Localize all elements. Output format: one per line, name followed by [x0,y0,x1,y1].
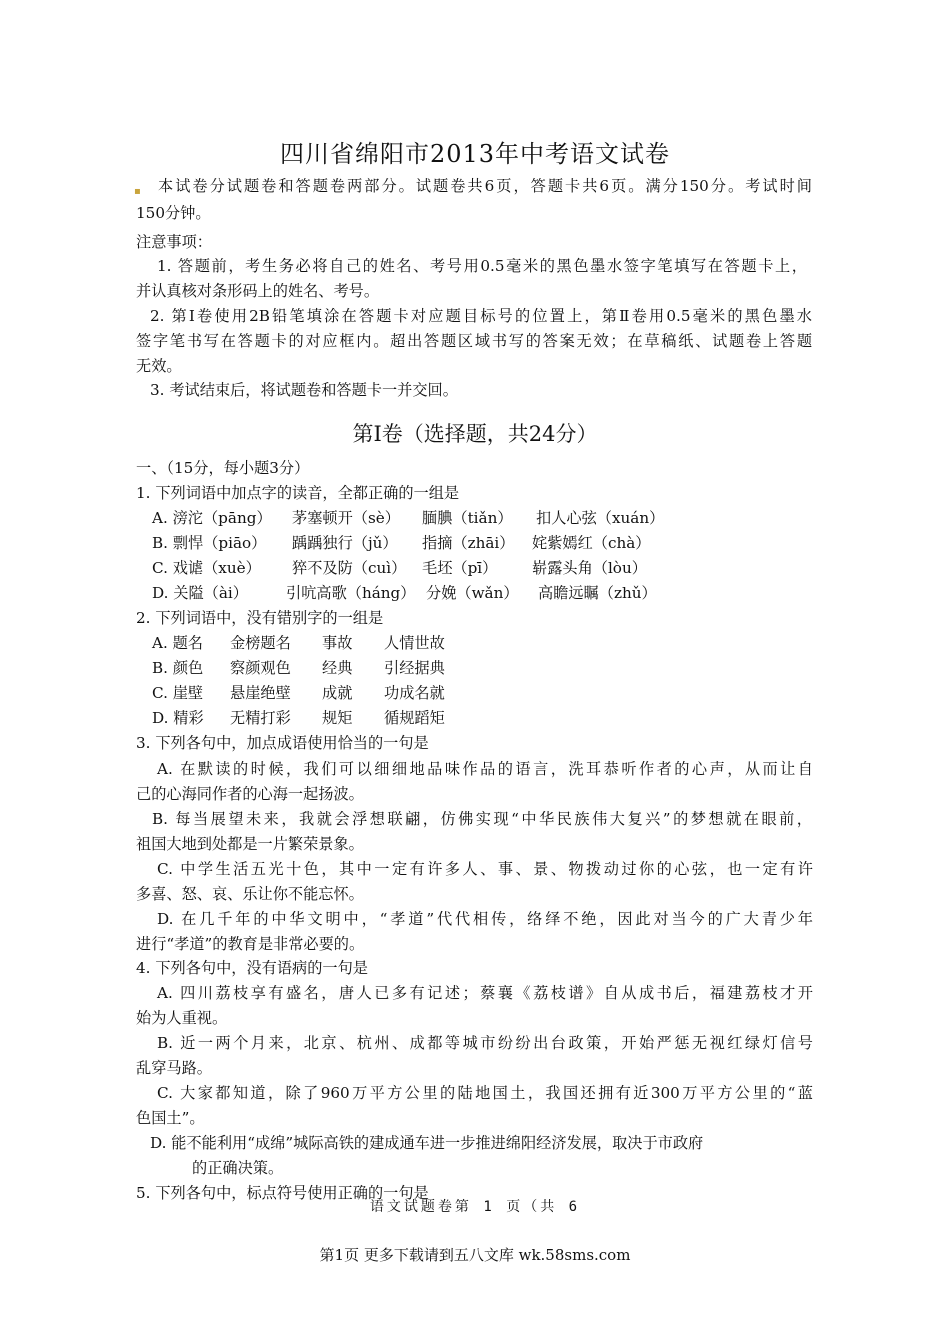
q1-c-4: 崭露头角（lòu） [532,559,647,577]
q3-line-3: B. 每当展望未来，我就会浮想联翩，仿佛实现“中华民族伟大复兴”的梦想就在眼前， [152,810,812,828]
q1-b-4: 姹紫嫣红（chà） [532,534,651,552]
q2-a-4: 人情世故 [384,634,445,652]
q1-option-a [152,508,664,528]
q2-b-4: 引经据典 [384,659,445,677]
q2-d-1: D. 精彩 [152,709,204,727]
page-footer: 第1页 更多下载请到五八文库 wk.58sms.com [319,1246,631,1264]
q2-a-3: 事故 [322,634,353,652]
q4-line-3: B. 近一两个月来，北京、杭州、成都等城市纷纷出台政策，开始严惩无视红绿灯信号 [157,1034,813,1052]
q1-c-3: 毛坯（pī） [422,559,498,577]
q3-line-2: 己的心海同作者的心海一起扬波。 [136,785,364,803]
q3-line-8: 进行“孝道”的教育是非常必要的。 [136,935,365,953]
q1-d-3: 分娩（wǎn） [426,584,519,602]
notice-heading: 注意事项： [136,233,212,251]
q1-c-1: C. 戏谑（xuè） [152,559,261,577]
q4-line-6: 色国土”。 [136,1109,205,1127]
q2-a-1: A. 题名 [152,634,203,652]
q4-line-8: 的正确决策。 [192,1159,284,1177]
decorative-dot: ▪ [134,186,141,197]
q2-d-3: 规矩 [322,709,353,727]
q1-b-1: B. 剽悍（piāo） [152,534,267,552]
q1-d-1: D. 关隘（ài） [152,584,248,602]
section-title: 第Ⅰ卷（选择题，共24分） [352,422,598,446]
q2-option-b [152,658,445,678]
q3-line-7: D. 在几千年的中华文明中，“孝道”代代相传，络绎不绝，因此对当今的广大青少年 [157,910,813,928]
q4-line-4: 乱穿马路。 [136,1059,212,1077]
q2-option-a [152,633,445,653]
q4-line-2: 始为人重视。 [136,1009,228,1027]
q2-c-1: C. 崖壁 [152,684,204,702]
q2-c-2: 悬崖绝壁 [230,684,291,702]
q2-c-3: 成就 [322,684,353,702]
q1-option-b [152,533,650,553]
q4-line-7: D. 能不能利用“成绵”城际高铁的建成通车进一步推进绵阳经济发展，取决于市政府 [150,1134,704,1152]
exam-title: 四川省绵阳市2013年中考语文试卷 [279,140,671,168]
q1-stem: 1. 下列词语中加点字的读音，全都正确的一组是 [136,484,460,502]
q4-line-5: C. 大家都知道，除了960万平方公里的陆地国土，我国还拥有近300万平方公里的“蓝 [157,1084,813,1102]
q5-stem: 5. 下列各句中，标点符号使用正确的一句是 [136,1184,429,1202]
notice-line-1: 1. 答题前，考生务必将自己的姓名、考号用0.5毫米的黑色墨水签字笔填写在答题卡上， [157,257,807,275]
q3-line-1: A. 在默读的时候，我们可以细细地品味作品的语言，洗耳恭听作者的心声，从而让自 [157,760,813,778]
q3-stem: 3. 下列各句中，加点成语使用恰当的一句是 [136,734,429,752]
running-footer: 语文试题卷第 1 页（共 6 [369,1199,581,1215]
q2-d-4: 循规蹈矩 [384,709,445,727]
q2-b-1: B. 颜色 [152,659,204,677]
q2-option-c [152,683,445,703]
q1-a-3: 腼腆（tiǎn） [422,509,513,527]
notice-line-5: 无效。 [136,357,182,375]
q3-line-4: 祖国大地到处都是一片繁荣景象。 [136,835,364,853]
q2-option-d [152,708,445,728]
q1-a-2: 茅塞顿开（sè） [292,509,400,527]
q2-c-4: 功成名就 [384,684,445,702]
q1-a-4: 扣人心弦（xuán） [536,509,665,527]
q1-a-1: A. 滂沱（pāng） [152,509,272,527]
intro-line-2: 150分钟。 [136,204,211,222]
notice-line-2: 并认真核对条形码上的姓名、考号。 [136,282,379,300]
intro-line-1: 本试卷分试题卷和答题卷两部分。试题卷共6页，答题卡共6页。满分150分。考试时间 [158,177,812,195]
q2-d-2: 无精打彩 [230,709,291,727]
part1-heading: 一、（15分，每小题3分） [136,459,310,477]
q1-d-4: 高瞻远瞩（zhǔ） [538,584,657,602]
q1-b-3: 指摘（zhāi） [422,534,515,552]
q1-option-c [152,558,647,578]
q2-stem: 2. 下列词语中，没有错别字的一组是 [136,609,384,627]
q3-line-5: C. 中学生活五光十色，其中一定有许多人、事、景、物拨动过你的心弦，也一定有许 [157,860,813,878]
notice-line-4: 签字笔书写在答题卡的对应框内。超出答题区域书写的答案无效；在草稿纸、试题卷上答题 [136,332,812,350]
notice-line-6: 3. 考试结束后，将试题卷和答题卡一并交回。 [150,381,458,399]
q1-c-2: 猝不及防（cuì） [292,559,407,577]
q2-b-3: 经典 [322,659,353,677]
q2-a-2: 金榜题名 [230,634,291,652]
q2-b-2: 察颜观色 [230,659,291,677]
q1-d-2: 引吭高歌（háng） [286,584,416,602]
q1-b-2: 踽踽独行（jǔ） [292,534,398,552]
notice-line-3: 2. 第Ⅰ卷使用2B铅笔填涂在答题卡对应题目标号的位置上，第Ⅱ卷用0.5毫米的黑色墨水 [150,307,812,325]
q4-line-1: A. 四川荔枝享有盛名，唐人已多有记述；蔡襄《荔枝谱》自从成书后，福建荔枝才开 [157,984,813,1002]
q3-line-6: 多喜、怒、哀、乐让你不能忘怀。 [136,885,364,903]
q1-option-d [152,583,657,603]
q4-stem: 4. 下列各句中，没有语病的一句是 [136,959,368,977]
